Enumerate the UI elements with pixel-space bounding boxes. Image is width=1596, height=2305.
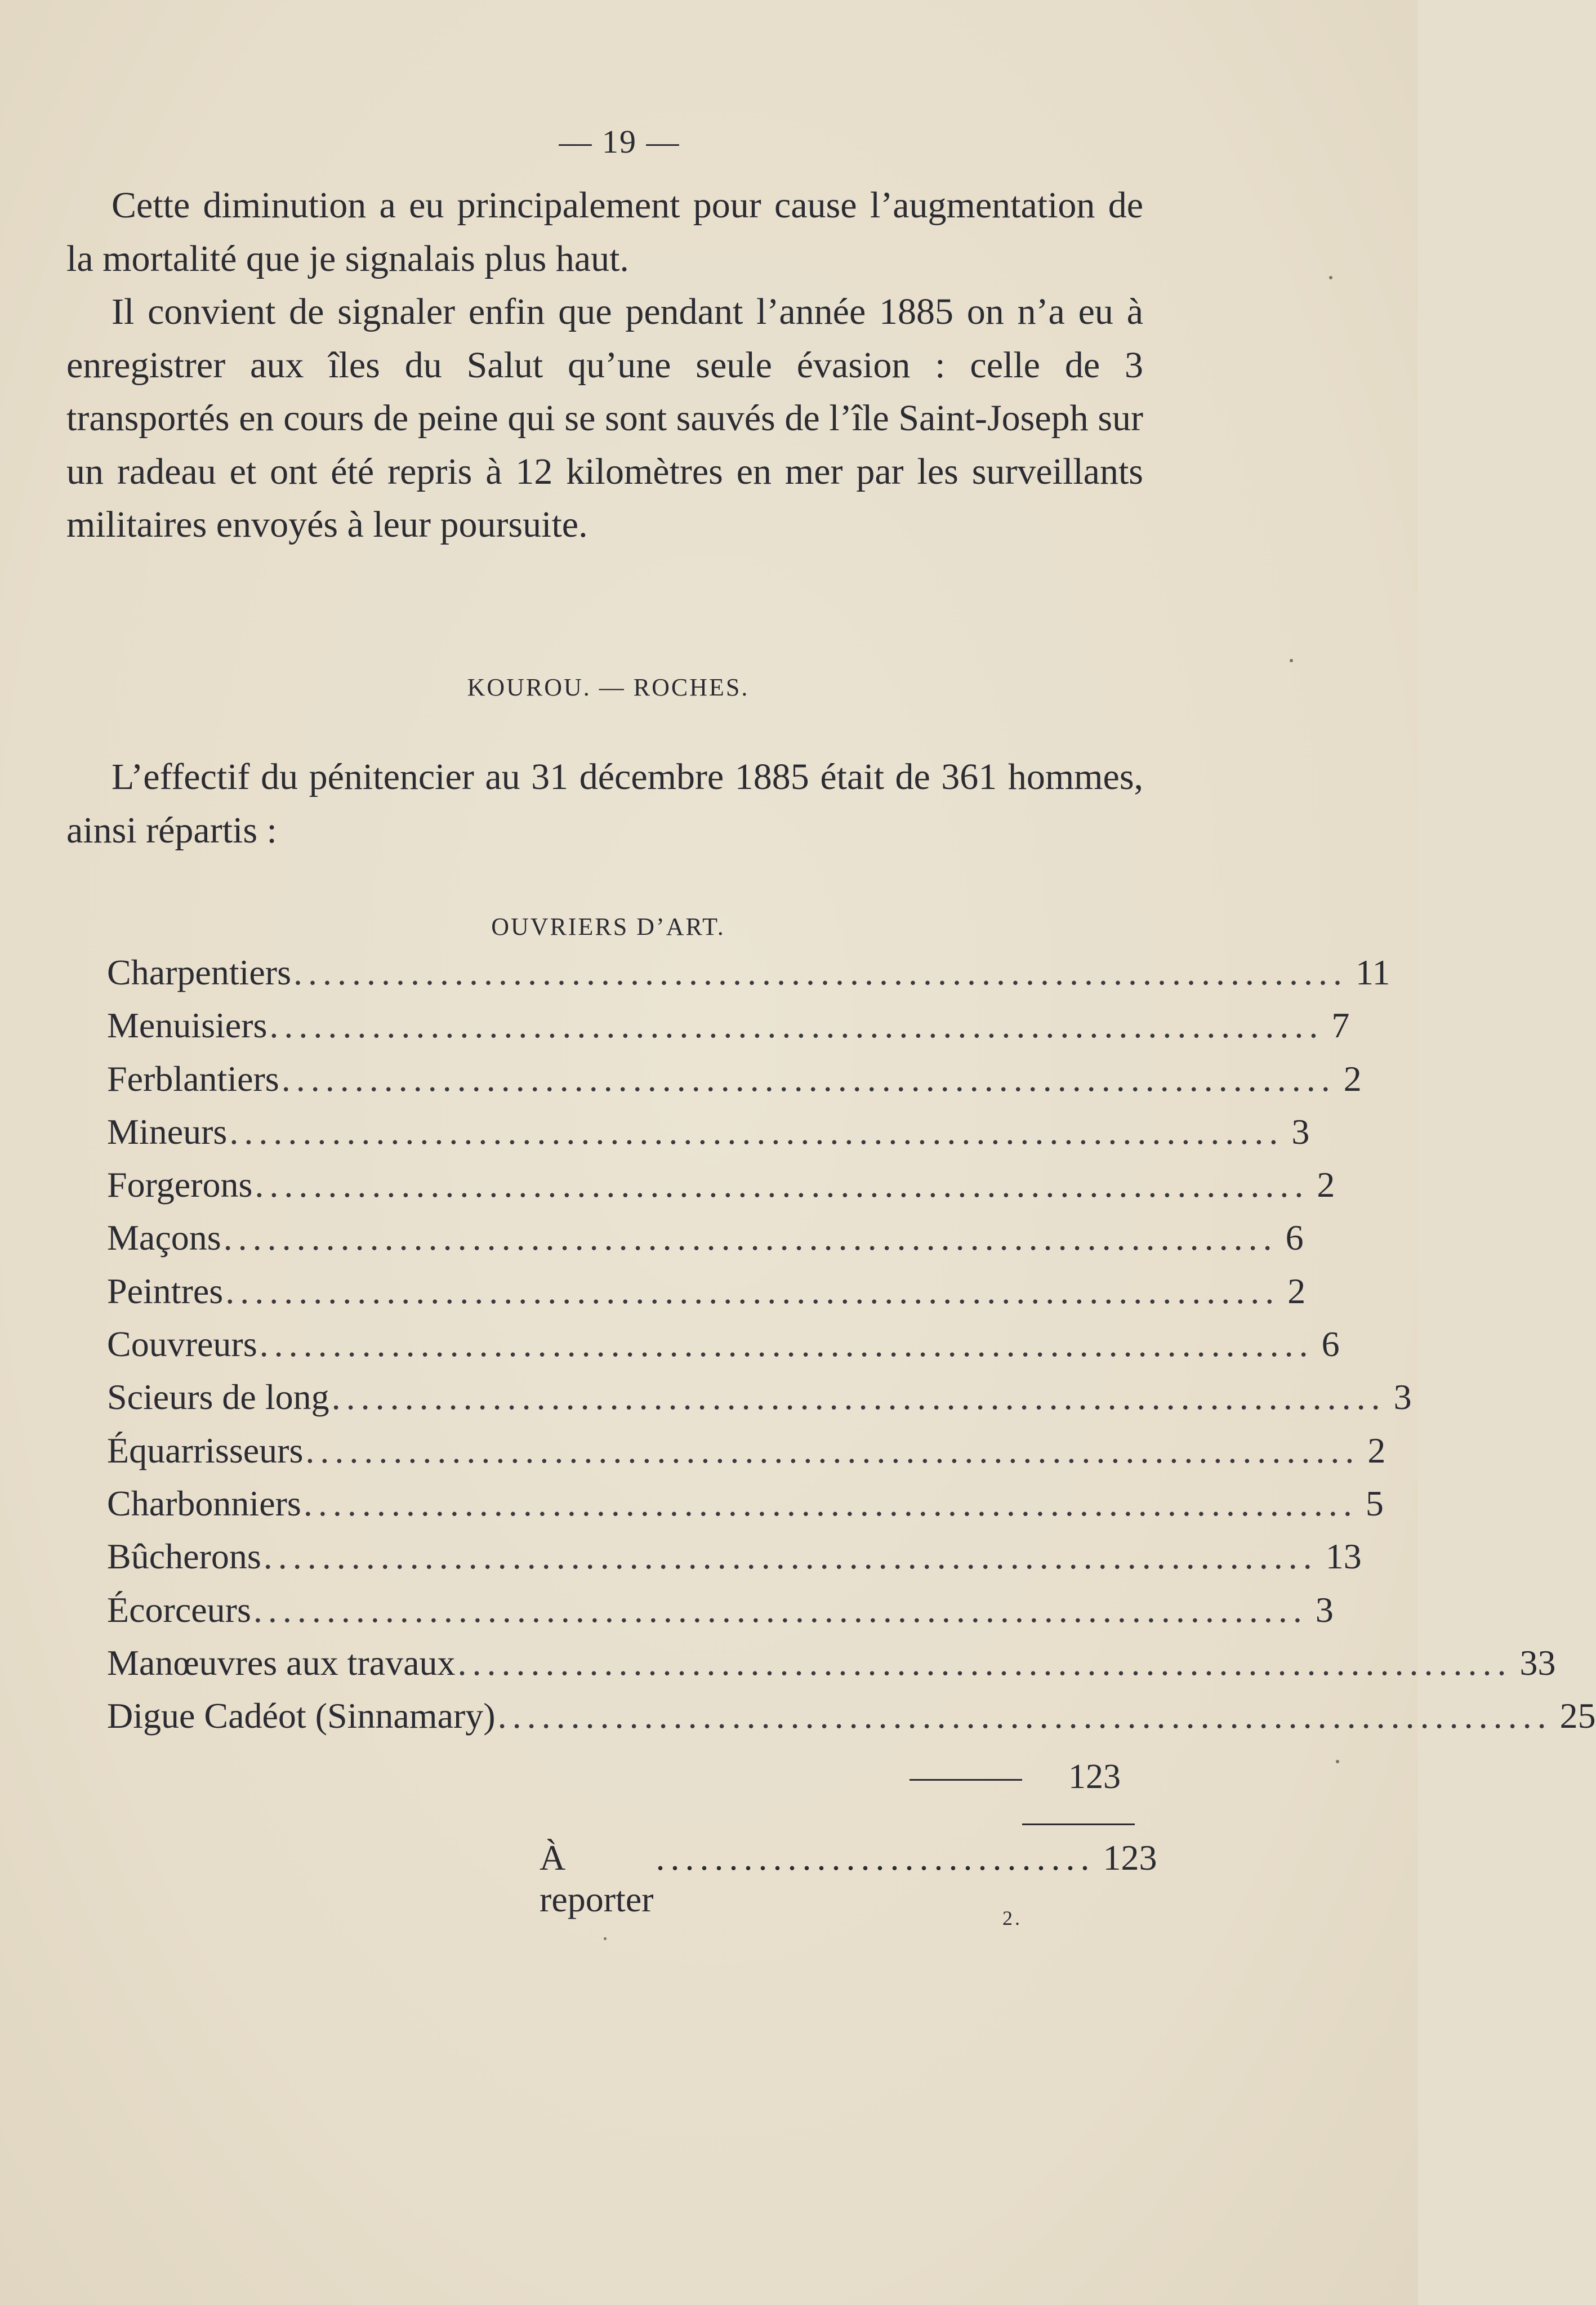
signature-mark: 2. <box>1002 1907 1022 1929</box>
dot-leader: ........................................................................ <box>225 1270 1280 1311</box>
row-value: 2 <box>1317 1165 1335 1205</box>
carry-forward-value: 123 <box>1103 1838 1157 1878</box>
table-row <box>107 1536 1362 1589</box>
row-value: 33 <box>1519 1642 1556 1683</box>
row-value: 11 <box>1356 952 1390 992</box>
page-number-header: — 19 — <box>559 123 680 160</box>
paper-speck <box>1329 276 1332 279</box>
row-value: 6 <box>1285 1218 1304 1258</box>
subtotal-value: 123 <box>1068 1758 1121 1796</box>
table-row <box>107 1642 1556 1695</box>
row-label: Écorceurs <box>107 1589 251 1630</box>
table-row <box>107 1164 1335 1217</box>
table-row <box>107 1589 1334 1642</box>
dot-leader: ........................................................................ <box>457 1642 1512 1683</box>
dot-leader: ........................................................................ <box>293 952 1348 992</box>
row-value: 2 <box>1343 1058 1362 1099</box>
dot-leader: ........................................................................ <box>305 1430 1360 1470</box>
row-value: 5 <box>1365 1483 1384 1523</box>
dot-leader: ........................................................................ <box>303 1483 1358 1523</box>
table-row <box>107 1217 1304 1270</box>
table-row <box>107 1323 1340 1376</box>
paragraph-evasion: Il convient de signaler enfin que pendant l’année 1885 on n’a eu à enregistrer aux îles du Salut qu’une seule évasion : celle de 3 transportés en cours de peine qui se sont sauvés de l’île Saint-Joseph sur un radeau et ont été repris à 12 kilomètres en mer par les surveillants militaires envoyés à leur poursuite. <box>66 291 1143 545</box>
row-label: Peintres <box>107 1270 224 1311</box>
dot-leader: ........................................................................ <box>263 1536 1318 1577</box>
paragraph-mortality: Cette diminution a eu principalement pour cause l’augmentation de la mortalité que je signalais plus haut. <box>66 185 1143 279</box>
section-title: KOUROU. — ROCHES. <box>467 674 750 701</box>
subtotal-rule <box>910 1779 1022 1781</box>
row-label: Maçons <box>107 1218 221 1258</box>
table-title: OUVRIERS D’ART. <box>491 913 725 940</box>
row-value: 3 <box>1393 1377 1412 1417</box>
dot-leader: ........................................................................ <box>269 1005 1324 1046</box>
row-label: Menuisiers <box>107 1005 268 1046</box>
row-label: Équarrisseurs <box>107 1430 304 1470</box>
table-row <box>107 1695 1596 1748</box>
row-label: Charbonniers <box>107 1483 301 1523</box>
dot-leader: ........................................................................ <box>497 1696 1552 1736</box>
paper-speck <box>604 1937 607 1940</box>
row-value: 3 <box>1315 1589 1334 1630</box>
row-value: 3 <box>1291 1111 1310 1152</box>
row-label: Couvreurs <box>107 1324 257 1365</box>
table-row <box>107 1430 1386 1483</box>
row-value: 25 <box>1559 1696 1596 1736</box>
row-label: Digue Cadéot (Sinnamary) <box>107 1696 496 1736</box>
table-row <box>107 1005 1350 1058</box>
carry-forward-label: À reporter <box>540 1838 654 1919</box>
row-value: 13 <box>1325 1536 1362 1577</box>
paper-speck <box>1336 1760 1339 1763</box>
table-row <box>107 1483 1384 1536</box>
row-label: Mineurs <box>107 1111 228 1152</box>
dot-leader: ........................................................................ <box>255 1165 1309 1205</box>
table-row <box>107 952 1390 1005</box>
dot-leader: ........................................................................ <box>253 1589 1308 1630</box>
row-value: 7 <box>1331 1005 1350 1046</box>
row-label: Ferblantiers <box>107 1058 279 1099</box>
table-row <box>107 1111 1310 1164</box>
row-label: Forgerons <box>107 1165 253 1205</box>
dot-leader: ........................................................................ <box>281 1058 1336 1099</box>
row-value: 2 <box>1287 1270 1306 1311</box>
dot-leader: ........................................................................ <box>259 1324 1314 1365</box>
dot-leader: ........................................................................ <box>223 1218 1278 1258</box>
total-rule <box>1022 1824 1135 1825</box>
dot-leader: ........................................................................ <box>331 1377 1386 1417</box>
carry-forward-row <box>540 1837 1157 1920</box>
row-value: 2 <box>1367 1430 1386 1470</box>
dot-leader: ........................................................................ <box>229 1111 1284 1152</box>
table-row <box>107 1376 1412 1429</box>
paper-speck <box>1290 659 1293 662</box>
row-label: Bûcherons <box>107 1536 261 1577</box>
row-label: Scieurs de long <box>107 1377 329 1417</box>
workers-table <box>107 952 1596 1748</box>
row-label: Manœuvres aux travaux <box>107 1642 456 1683</box>
table-row <box>107 1058 1362 1111</box>
dot-leader: .............................. <box>656 1838 1095 1878</box>
row-value: 6 <box>1321 1324 1340 1365</box>
table-row <box>107 1270 1306 1323</box>
paragraph-effectif: L’effectif du pénitencier au 31 décembre 1885 était de 361 hommes, ainsi répartis : <box>66 756 1143 851</box>
row-label: Charpentiers <box>107 952 291 992</box>
